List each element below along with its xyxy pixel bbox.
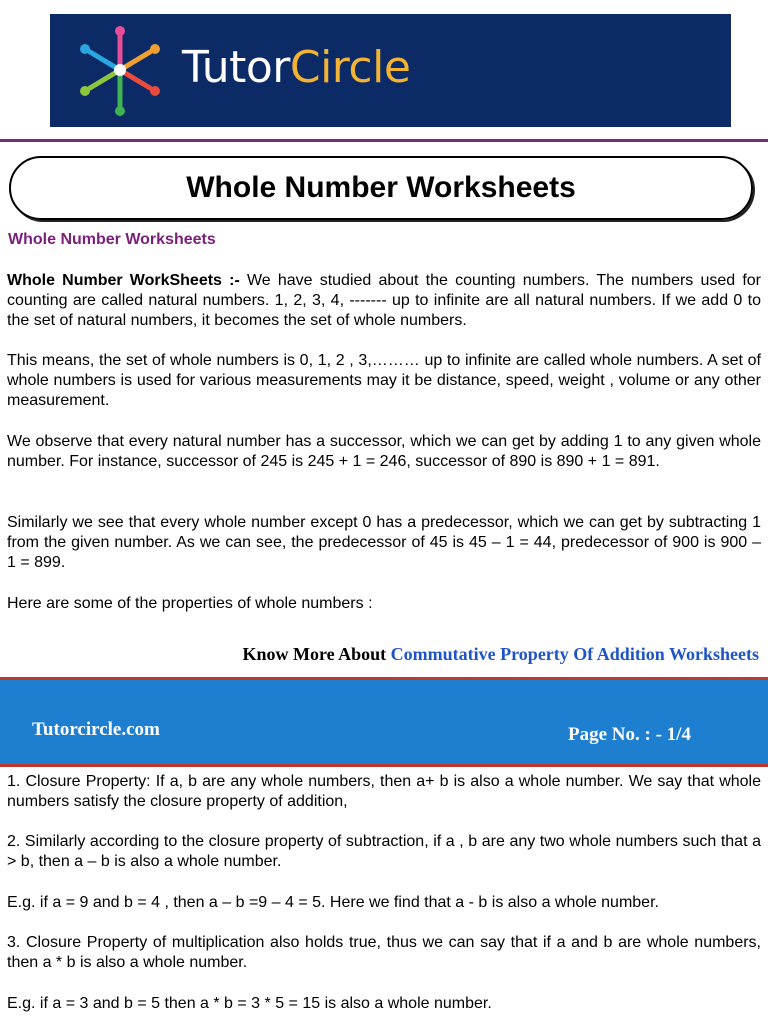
know-more-link[interactable]: Commutative Property Of Addition Worksheets [390,644,759,664]
title-box [9,156,753,220]
property-example-2: E.g. if a = 3 and b = 5 then a * b = 3 * 5 = 15 is also a whole number. [7,995,492,1012]
paragraph-4: Here are some of the properties of whole numbers : [7,595,373,612]
paragraph-1: This means, the set of whole numbers is 0, 1, 2 , 3,……… up to infinite are called whole numbers. A set of whole numbers is used for various measurements may it be distance, speed, weight , volume or any other measurement. [7,352,761,409]
sub-heading: Whole Number Worksheets [8,231,216,248]
know-more-prefix: Know More About [242,644,391,664]
paragraph-3: Similarly we see that every whole number except 0 has a predecessor, which we can get by subtracting 1 from the given number. As we can see, the predecessor of 45 is 45 – 1 = 44, predecessor of 900 is 900 – 1 = 899. [7,514,761,571]
know-more-line [242,644,759,665]
property-example-1: E.g. if a = 9 and b = 4 , then a – b =9 – 4 = 5. Here we find that a - b is also a whole number. [7,894,659,911]
header-banner [50,14,731,127]
property-3: 3. Closure Property of multiplication also holds true, thus we can say that if a and b are whole numbers, then a * b is also a whole number. [7,934,761,971]
intro-lead: Whole Number WorkSheets :- [7,272,240,289]
property-1: 1. Closure Property: If a, b are any whole numbers, then a+ b is also a whole number. We say that whole numbers satisfy the closure property of addition, [7,773,761,810]
tutorcircle-logo-icon [70,24,170,116]
footer-page-number: Page No. : - 1/4 [568,724,691,745]
intro-paragraph [7,271,761,331]
footer-site: Tutorcircle.com [32,719,160,740]
header-divider [0,139,768,142]
page-footer-bar [0,677,768,767]
property-2: 2. Similarly according to the closure property of subtraction, if a , b are any two whole numbers such that a > b, then a – b is also a whole number. [7,833,761,870]
brand-name [182,42,411,93]
intro-text: We have studied about the counting numbers. The numbers used for counting are called natural numbers. 1, 2, 3, 4, ------- up to infinite are all natural numbers. If we add 0 to the set of natural numbers, it becomes the set of whole numbers. [7,272,762,329]
page-title: Whole Number Worksheets [186,171,576,204]
brand-circle: Circle [289,42,411,93]
brand-tutor: Tutor [182,42,290,93]
paragraph-2: We observe that every natural number has a successor, which we can get by adding 1 to any given whole number. For instance, successor of 245 is 245 + 1 = 246, successor of 890 is 890 + 1 = 891. [7,433,761,470]
